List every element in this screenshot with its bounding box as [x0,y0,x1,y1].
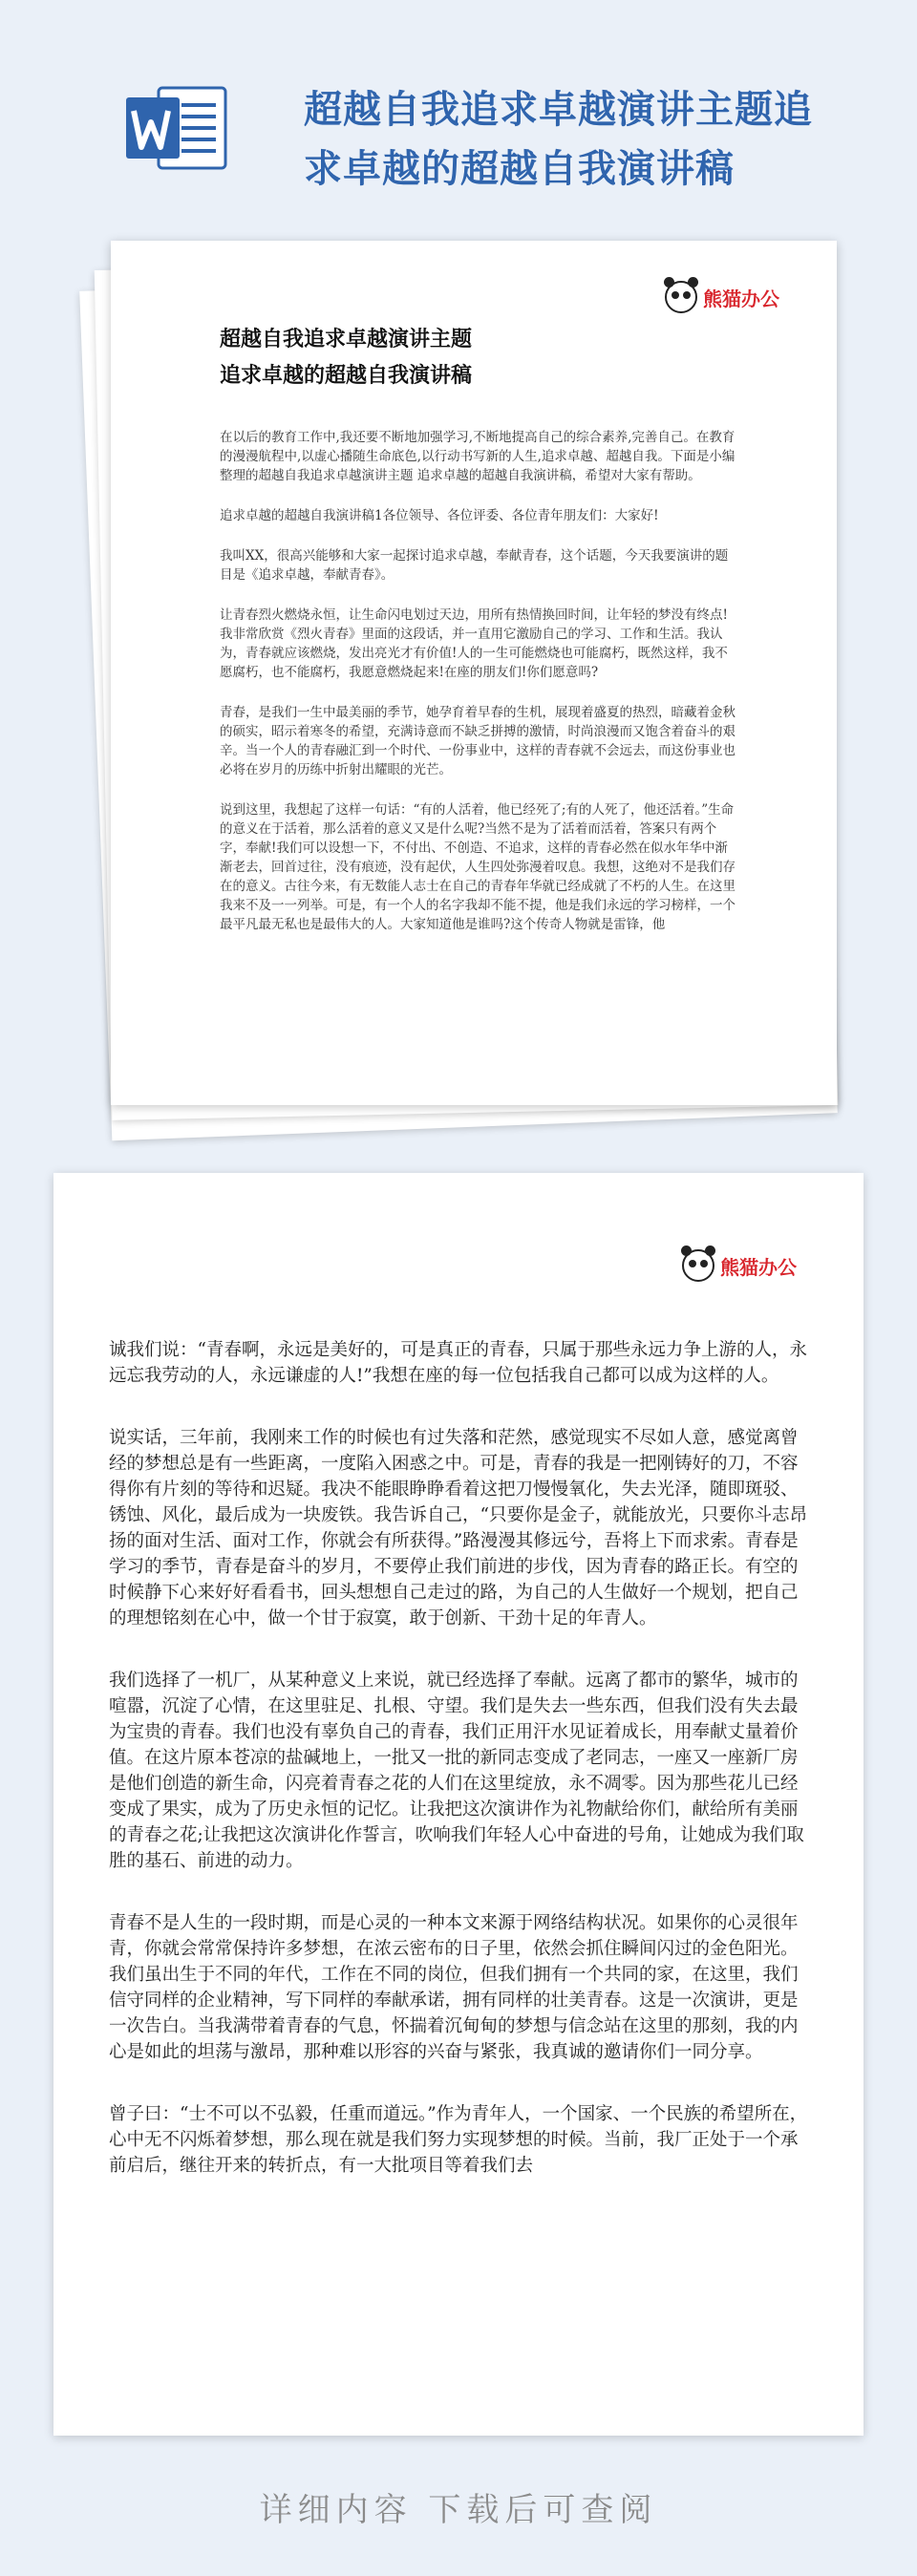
download-hint[interactable]: 详细内容 下载后可查阅 [259,2491,658,2529]
preview-page-1 [111,241,837,1105]
paragraph: 青春不是人生的一段时期，而是心灵的一种本文来源于网络结构状况。如果你的心灵很年青，你就会常常保持许多梦想，在浓云密布的日子里，依然会抓住瞬间闪过的金色阳光。我们虽出生于不同的年代，工作在不同的岗位，但我们拥有一个共同的家，在这里，我们信守同样的企业精神，写下同样的奉献承诺，拥有同样的壮美青春。这是一次演讲，更是一次告白。当我满带着青春的气息，怀揣着沉甸甸的梦想与信念站在这里的那刻，我的内心是如此的坦荡与激昂，那种难以形容的兴奋与紧张，我真诚的邀请你们一同分享。 [109,1913,799,2062]
page1-body [220,428,736,955]
brand-name: 熊猫办公 [703,287,779,310]
page2-body [109,1337,811,2215]
paragraph: 我们选择了一机厂，从某种意义上来说，就已经选择了奉献。远离了都市的繁华，城市的喧嚣，沉淀了心情，在这里驻足、扎根、守望。我们是失去一些东西，但我们没有失去最为宝贵的青春。我们也没有辜负自己的青春，我们正用汗水见证着成长，用奉献丈量着价值。在这片原本苍凉的盐碱地上，一批又一批的新同志变成了老同志，一座又一座新厂房是他们创造的新生命，闪亮着青春之花的人们在这里绽放，永不凋零。因为那些花儿已经变成了果实，成为了历史永恒的记忆。让我把这次演讲作为礼物献给你们，献给所有美丽的青春之花;让我把这次演讲化作誓言，吹响我们年轻人心中奋进的号角，让她成为我们取胜的基石、前进的动力。 [109,1671,804,1871]
paragraph: 我叫XX，很高兴能够和大家一起探讨追求卓越，奉献青春，这个话题，今天我要演讲的题目是《追求卓越，奉献青春》。 [220,548,729,583]
document-title-line-1: 超越自我追求卓越演讲主题追 [304,88,813,132]
paragraph: 说到这里，我想起了这样一句话：“有的人活着，他已经死了;有的人死了，他还活着。”生命的意义在于活着，那么活着的意义又是什么呢?当然不是为了活着而活着，答案只有两个字，奉献!我们可以设想一下，不付出、不创造、不追求，这样的青春必然在似水年华中渐渐老去，回首过往，没有痕迹，没有起伏，人生四处弥漫着叹息。我想，这绝对不是我们存在的意义。古往今来，有无数能人志士在自己的青春年华就已经成就了不朽的人生。在这里我来不及一一列举。可是，有一个人的名字我却不能不提，他是我们永远的学习榜样，一个最平凡最无私也是最伟大的人。大家知道他是谁吗?这个传奇人物就是雷锋，他 [220,802,736,932]
word-document-icon [122,80,237,176]
paragraph: 诚我们说：“青春啊，永远是美好的，可是真正的青春，只属于那些永远力争上游的人，永远忘我劳动的人，永远谦虚的人!”我想在座的每一位包括我自己都可以成为这样的人。 [109,1340,807,1386]
document-title-line-2: 求卓越的超越自我演讲稿 [304,147,735,191]
brand-logo [682,1249,797,1282]
paragraph: 在以后的教育工作中,我还要不断地加强学习,不断地提高自己的综合素养,完善自己。在教育的漫漫航程中,以虚心播随生命底色,以行动书写新的人生,追求卓越、超越自我。下面是小编整理的超越自我追求卓越演讲主题 追求卓越的超越自我演讲稿，希望对大家有帮助。 [220,430,736,483]
document-title [304,80,839,199]
page1-title-line-2: 追求卓越的超越自我演讲稿 [220,363,473,388]
preview-page-2 [53,1173,864,2436]
panda-icon [682,1249,714,1282]
paragraph: 说实话，三年前，我刚来工作的时候也有过失落和茫然，感觉现实不尽如人意，感觉离曾经的梦想总是有一些距离，一度陷入困惑之中。可是，青春的我是一把刚铸好的刀，不容得你有片刻的等待和迟疑。我决不能眼睁睁看着这把刀慢慢氧化，失去光泽，随即斑驳、锈蚀、风化，最后成为一块废铁。我告诉自己，“只要你是金子，就能放光，只要你斗志昂扬的面对生活、面对工作，你就会有所获得。”路漫漫其修远兮，吾将上下而求索。青春是学习的季节，青春是奋斗的岁月，不要停止我们前进的步伐，因为青春的路正长。有空的时候静下心来好好看看书，回头想想自己走过的路，为自己的人生做好一个规划，把自己的理想铭刻在心中，做一个甘于寂寞，敢于创新、干劲十足的年青人。 [109,1428,807,1629]
page1-title [220,321,736,394]
brand-name: 熊猫办公 [720,1255,797,1279]
paragraph: 曾子曰：“士不可以不弘毅，任重而道远。”作为青年人，一个国家、一个民族的希望所在，心中无不闪烁着梦想，那么现在就是我们努力实现梦想的时候。当前，我厂正处于一个承前启后，继往开来的转折点，有一大批项目等着我们去 [109,2104,808,2176]
paragraph: 青春，是我们一生中最美丽的季节，她孕育着早春的生机，展现着盛夏的热烈，暗藏着金秋的硕实，昭示着寒冬的希望，充满诗意而不缺乏拼搏的激情，时尚浪漫而又饱含着奋斗的艰辛。当一个人的青春融汇到一个时代、一份事业中，这样的青春就不会远去，而这份事业也必将在岁月的历练中折射出耀眼的光芒。 [220,705,736,777]
page1-title-line-1: 超越自我追求卓越演讲主题 [220,327,473,351]
panda-icon [665,281,697,313]
header [0,0,917,220]
paragraph: 追求卓越的超越自我演讲稿1各位领导、各位评委、各位青年朋友们：大家好! [220,508,659,523]
paragraph: 让青春烈火燃烧永恒，让生命闪电划过天边，用所有热情换回时间，让年轻的梦没有终点!我非常欣赏《烈火青春》里面的这段话，并一直用它激励自己的学习、工作和生活。我认为，青春就应该燃烧，发出亮光才有价值!人的一生可能燃烧也可能腐朽，既然这样，我不愿腐朽，也不能腐朽，我愿意燃烧起来!在座的朋友们!你们愿意吗? [220,607,728,680]
brand-logo [665,281,779,313]
